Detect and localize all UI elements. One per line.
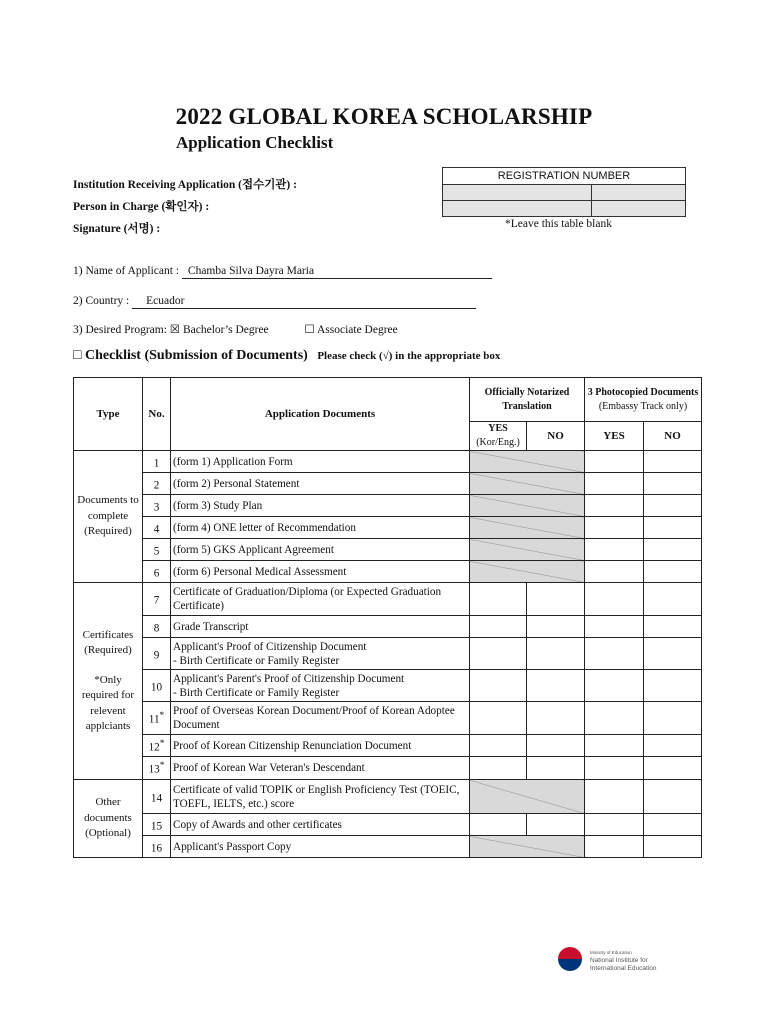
row-number: 5 (143, 539, 171, 561)
type-certificates (74, 583, 143, 780)
photocopy-no-checkbox[interactable] (644, 670, 702, 702)
checklist-title: Checklist (Submission of Documents) (84, 348, 308, 363)
photocopy-no-checkbox[interactable] (644, 495, 702, 517)
notarized-na-cell (470, 836, 585, 858)
document-name-line1: Applicant's Proof of Citizenship Document (173, 640, 367, 653)
photocopy-no-checkbox[interactable] (644, 757, 702, 780)
notarized-yes-checkbox[interactable] (470, 757, 527, 780)
row-number: 10 (143, 670, 171, 702)
photocopy-no-checkbox[interactable] (644, 473, 702, 495)
photocopy-no-checkbox[interactable] (644, 451, 702, 473)
row-number: 4 (143, 517, 171, 539)
notarized-na-cell (470, 539, 585, 561)
document-name: Proof of Overseas Korean Document/Proof of Korean Adoptee Document (171, 702, 470, 735)
photocopy-yes-checkbox[interactable] (585, 451, 644, 473)
applicant-name-value[interactable]: Chamba Silva Dayra Maria (182, 264, 492, 279)
notarized-no-checkbox[interactable] (527, 670, 585, 702)
documents-checklist-table (73, 377, 702, 858)
notarized-yes-header (470, 422, 527, 451)
row-number: 12* (143, 735, 171, 757)
country-label: 2) Country : (73, 295, 130, 307)
bachelor-checkbox[interactable]: ☒ (169, 324, 181, 336)
photocopy-yes-checkbox[interactable] (585, 670, 644, 702)
photocopied-yes-header: YES (585, 422, 644, 451)
row-number: 11* (143, 702, 171, 735)
photocopy-yes-checkbox[interactable] (585, 814, 644, 836)
notarized-na-cell (470, 451, 585, 473)
registration-cell (443, 185, 592, 201)
document-subtitle: Application Checklist (176, 133, 334, 152)
document-name: Copy of Awards and other certificates (171, 814, 470, 836)
notarized-yes-label: YES (488, 423, 508, 434)
photocopy-yes-checkbox[interactable] (585, 836, 644, 858)
notarized-no-checkbox[interactable] (527, 583, 585, 616)
document-name: Certificate of valid TOPIK or English Proficiency Test (TOEIC, TOEFL, IELTS, etc.) score (171, 780, 470, 814)
associate-checkbox[interactable]: ☐ (304, 324, 315, 336)
checklist-note: Please check (√) in the appropriate box (317, 350, 501, 362)
photocopy-no-checkbox[interactable] (644, 814, 702, 836)
notarized-yes-checkbox[interactable] (470, 670, 527, 702)
logo-line3: International Education (590, 965, 657, 972)
notarized-no-checkbox[interactable] (527, 702, 585, 735)
notarized-yes-checkbox[interactable] (470, 583, 527, 616)
notarized-na-cell (470, 780, 585, 814)
row-number: 7 (143, 583, 171, 616)
registration-cell (592, 185, 686, 201)
document-name-line2: - Birth Certificate or Family Register (173, 654, 340, 667)
documents-header: Application Documents (171, 378, 470, 451)
certificates-group-label: Certificates (Required) (82, 628, 134, 656)
document-name: (form 2) Personal Statement (171, 473, 470, 495)
row-number: 1 (143, 451, 171, 473)
document-name: Grade Transcript (171, 616, 470, 638)
notarized-yes-checkbox[interactable] (470, 702, 527, 735)
photocopy-yes-checkbox[interactable] (585, 757, 644, 780)
document-name: (form 4) ONE letter of Recommendation (171, 517, 470, 539)
registration-number-table (442, 167, 686, 217)
notarized-no-checkbox[interactable] (527, 814, 585, 836)
notarized-na-cell (470, 561, 585, 583)
photocopy-yes-checkbox[interactable] (585, 473, 644, 495)
notarized-no-checkbox[interactable] (527, 735, 585, 757)
type-header: Type (74, 378, 143, 451)
logo-line1: Ministry of Education (590, 950, 632, 955)
photocopy-no-checkbox[interactable] (644, 616, 702, 638)
notarized-na-cell (470, 473, 585, 495)
photocopied-title: 3 Photocopied Documents (587, 386, 699, 398)
row-number: 3 (143, 495, 171, 517)
photocopy-yes-checkbox[interactable] (585, 583, 644, 616)
photocopy-yes-checkbox[interactable] (585, 495, 644, 517)
photocopy-yes-checkbox[interactable] (585, 539, 644, 561)
notarized-header: Officially Notarized Translation (470, 378, 585, 422)
row-number: 2 (143, 473, 171, 495)
photocopy-yes-checkbox[interactable] (585, 638, 644, 670)
desired-program-label: 3) Desired Program: (73, 324, 167, 336)
bachelor-label: Bachelor’s Degree (182, 324, 269, 336)
niied-logo (558, 945, 668, 975)
photocopy-yes-checkbox[interactable] (585, 616, 644, 638)
notarized-yes-checkbox[interactable] (470, 735, 527, 757)
type-required-documents: Documents to complete (Required) (74, 451, 143, 583)
document-name: (form 5) GKS Applicant Agreement (171, 539, 470, 561)
document-name: Proof of Korean War Veteran's Descendant (171, 757, 470, 780)
photocopy-no-checkbox[interactable] (644, 539, 702, 561)
photocopy-no-checkbox[interactable] (644, 583, 702, 616)
document-name: (form 6) Personal Medical Assessment (171, 561, 470, 583)
photocopy-yes-checkbox[interactable] (585, 735, 644, 757)
country-line (73, 294, 476, 309)
row-number: 6 (143, 561, 171, 583)
photocopy-no-checkbox[interactable] (644, 517, 702, 539)
document-name-line1: Applicant's Parent's Proof of Citizenship Document (173, 672, 405, 685)
notarized-no-checkbox[interactable] (527, 638, 585, 670)
document-name: Applicant's Passport Copy (171, 836, 470, 858)
registration-cell (443, 201, 592, 217)
notarized-yes-sublabel: (Kor/Eng.) (476, 437, 520, 448)
photocopy-no-checkbox[interactable] (644, 780, 702, 814)
document-title: 2022 GLOBAL KOREA SCHOLARSHIP (175, 104, 593, 129)
institution-label: Institution Receiving Application (접수기관) : (73, 179, 297, 191)
document-name: (form 3) Study Plan (171, 495, 470, 517)
photocopy-yes-checkbox[interactable] (585, 780, 644, 814)
document-name: Certificate of Graduation/Diploma (or Expected Graduation Certificate) (171, 583, 470, 616)
document-name: Proof of Korean Citizenship Renunciation Document (171, 735, 470, 757)
applicant-name-line (73, 264, 492, 279)
row-number: 8 (143, 616, 171, 638)
applicant-name-label: 1) Name of Applicant : (73, 265, 180, 277)
photocopy-no-checkbox[interactable] (644, 702, 702, 735)
notarized-yes-checkbox[interactable] (470, 616, 527, 638)
taegeuk-logo-icon (558, 947, 582, 971)
photocopy-no-checkbox[interactable] (644, 638, 702, 670)
photocopy-no-checkbox[interactable] (644, 735, 702, 757)
registration-cell (592, 201, 686, 217)
certificates-group-note: *Only required for relevent applciants (81, 673, 135, 732)
row-number: 15 (143, 814, 171, 836)
person-in-charge-label: Person in Charge (확인자) : (73, 201, 210, 213)
row-number: 14 (143, 780, 171, 814)
photocopied-header (585, 378, 702, 422)
document-name-line2: - Birth Certificate or Family Register (173, 686, 340, 699)
row-number: 16 (143, 836, 171, 858)
registration-note: *Leave this table blank (505, 218, 612, 230)
photocopy-no-checkbox[interactable] (644, 561, 702, 583)
notarized-yes-checkbox[interactable] (470, 638, 527, 670)
notarized-yes-checkbox[interactable] (470, 814, 527, 836)
checklist-box-icon: □ (73, 348, 82, 363)
photocopied-no-header: NO (644, 422, 702, 451)
photocopied-subtitle: (Embassy Track only) (598, 400, 688, 412)
logo-text (590, 949, 657, 973)
document-name (171, 638, 470, 670)
notarized-no-checkbox[interactable] (527, 616, 585, 638)
logo-line2: National Institute for (590, 957, 648, 964)
photocopy-yes-checkbox[interactable] (585, 702, 644, 735)
desired-program-line (73, 322, 398, 336)
photocopy-yes-checkbox[interactable] (585, 561, 644, 583)
country-value[interactable]: Ecuador (132, 294, 476, 309)
document-name (171, 670, 470, 702)
signature-label: Signature (서명) : (73, 223, 161, 235)
notarized-no-header: NO (527, 422, 585, 451)
photocopy-yes-checkbox[interactable] (585, 517, 644, 539)
row-number: 9 (143, 638, 171, 670)
notarized-na-cell (470, 517, 585, 539)
notarized-na-cell (470, 495, 585, 517)
type-other-documents: Other documents (Optional) (74, 780, 143, 858)
number-header: No. (143, 378, 171, 451)
registration-number-header: REGISTRATION NUMBER (443, 168, 686, 185)
notarized-no-checkbox[interactable] (527, 757, 585, 780)
row-number: 13* (143, 757, 171, 780)
photocopy-no-checkbox[interactable] (644, 836, 702, 858)
associate-label: Associate Degree (316, 324, 398, 336)
checklist-heading (73, 348, 500, 364)
document-name: (form 1) Application Form (171, 451, 470, 473)
